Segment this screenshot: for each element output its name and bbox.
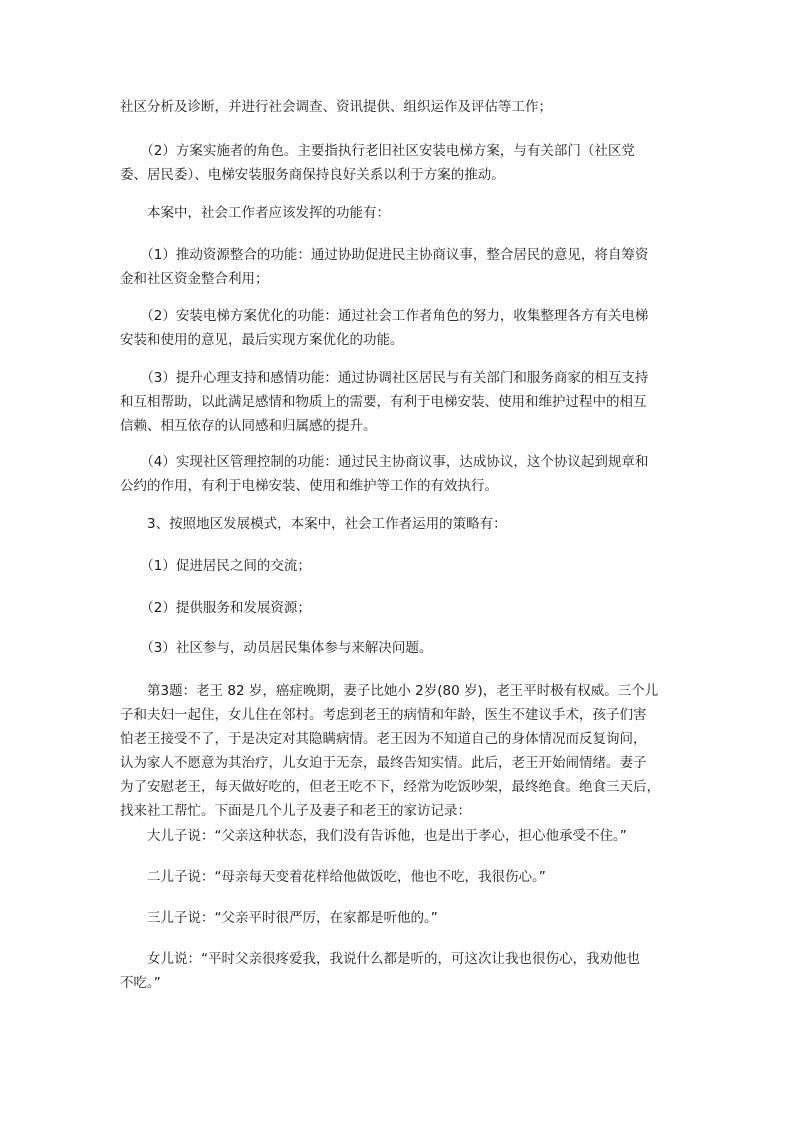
paragraph-10 (120, 596, 680, 620)
text-line: （2）提供服务和发展资源； (120, 600, 311, 616)
text-line: 公约的作用，有利于电梯安装、使用和维护等工作的有效执行。 (120, 478, 498, 494)
text-line: （2）安装电梯方案优化的功能：通过社会工作者角色的努力，收集整理各方有关电梯 (120, 308, 649, 324)
text-line: （1）促进居民之间的交流； (120, 558, 311, 574)
text-line: 三儿子说：“父亲平时很严厉，在家都是听他的。” (120, 910, 438, 926)
text-line: （3）提升心理支持和感情功能：通过协调社区居民与有关部门和服务商家的相互支持 (120, 370, 649, 386)
text-line: 认为家人不愿意为其治疗，儿女迫于无奈，最终告知实情。此后，老王开始闹情绪。妻子 (120, 755, 647, 771)
paragraph-6 (120, 366, 680, 438)
text-line: 信赖、相互依存的认同感和归属感的提升。 (120, 418, 377, 434)
paragraph-13 (120, 824, 680, 848)
text-line: 安装和使用的意见，最后实现方案优化的功能。 (120, 332, 404, 348)
text-line: 社区分析及诊断，并进行社会调查、资讯提供、组织运作及评估等工作； (120, 99, 552, 115)
text-line: 找来社工帮忙。下面是几个儿子及妻子和老王的家访记录： (120, 803, 471, 819)
text-line: 女儿说：“平时父亲很疼爱我，我说什么都是听的，可这次让我也很伤心，我劝他也 (120, 951, 640, 967)
paragraph-12 (120, 679, 680, 823)
text-line: （1）推动资源整合的功能：通过协助促进民主协商议事，整合居民的意见，将自筹资 (120, 247, 649, 263)
paragraph-2 (120, 139, 680, 187)
text-line: （3）社区参与，动员居民集体参与来解决问题。 (120, 640, 433, 656)
paragraph-8 (120, 512, 680, 536)
text-line: 本案中，社会工作者应该发挥的功能有： (120, 205, 390, 221)
text-line: 大儿子说：“父亲这种状态，我们没有告诉他，也是出于孝心，担心他承受不住。” (120, 828, 627, 844)
text-line: 为了安慰老王，每天做好吃的，但老王吃不下，经常为吃饭吵架，最终绝食。绝食三天后， (120, 779, 660, 795)
text-line: 3、按照地区发展模式，本案中，社会工作者运用的策略有： (120, 516, 507, 532)
paragraph-9 (120, 554, 680, 578)
text-line: 金和社区资金整合利用； (120, 271, 269, 287)
text-line: 第3题：老王 82 岁，癌症晚期，妻子比她小 2岁(80 岁)，老王平时极有权威。三个儿 (120, 683, 659, 699)
paragraph-3 (120, 201, 680, 225)
paragraph-14 (120, 865, 680, 889)
text-line: （4）实现社区管理控制的功能：通过民主协商议事，达成协议，这个协议起到规章和 (120, 454, 649, 470)
paragraph-16 (120, 947, 680, 995)
text-line: 二儿子说：“母亲每天变着花样给他做饭吃，他也不吃，我很伤心。” (120, 869, 546, 885)
text-line: 和互相帮助，以此满足感情和物质上的需要，有利于电梯安装、使用和维护过程中的相互 (120, 394, 647, 410)
paragraph-7 (120, 450, 680, 498)
text-line: （2）方案实施者的角色。主要指执行老旧社区安装电梯方案，与有关部门（社区党 (120, 143, 635, 159)
text-line: 子和夫妇一起住，女儿住在邻村。考虑到老王的病情和年龄，医生不建议手术，孩子们害 (120, 707, 647, 723)
paragraph-1 (120, 95, 680, 119)
paragraph-15 (120, 906, 680, 930)
text-line: 委、居民委）、电梯安装服务商保持良好关系以利于方案的推动。 (120, 167, 505, 183)
paragraph-4 (120, 243, 680, 291)
paragraph-5 (120, 304, 680, 352)
text-line: 不吃。” (120, 975, 161, 991)
paragraph-11 (120, 636, 680, 660)
text-line: 怕老王接受不了，于是决定对其隐瞒病情。老王因为不知道自己的身体情况而反复询问， (120, 731, 647, 747)
